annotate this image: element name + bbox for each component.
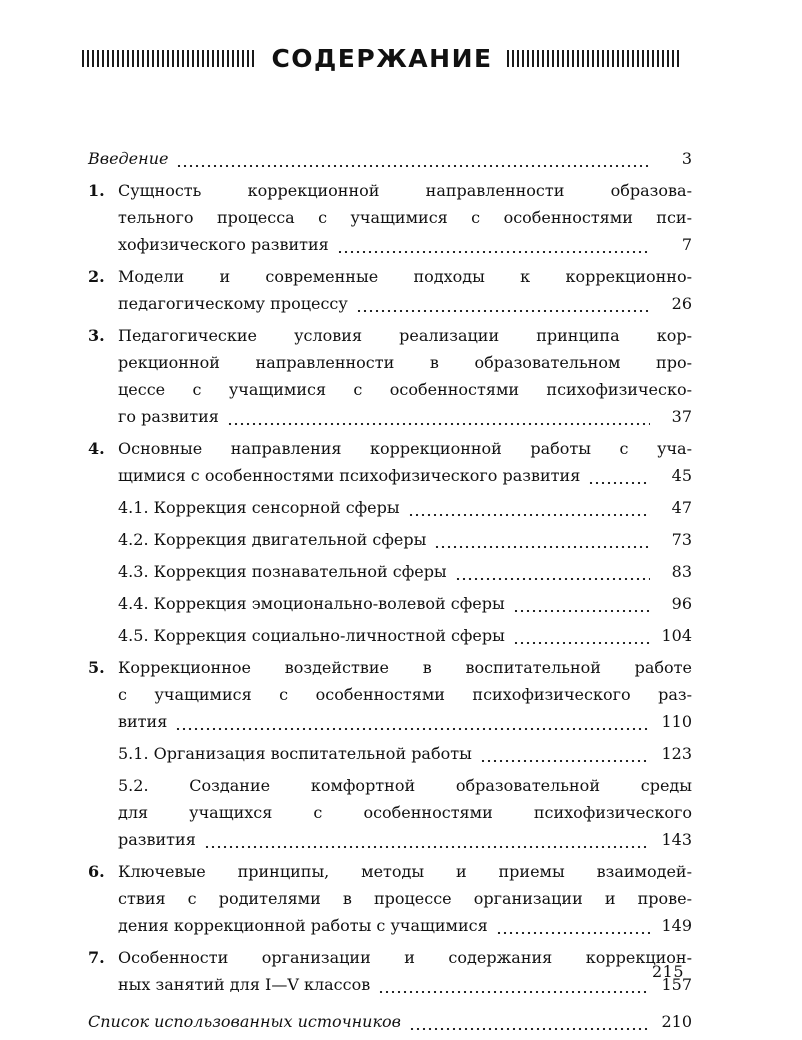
toc-entry-text-line: ствия с родителями в процессе организации и прове- xyxy=(118,889,692,908)
toc-entry-title: развития xyxy=(118,830,196,849)
dot-leader xyxy=(378,991,650,993)
toc-entry[interactable] xyxy=(82,1008,692,1035)
toc-entry[interactable] xyxy=(82,263,692,317)
toc-entry-page: 26 xyxy=(671,294,692,313)
toc-entry-title: 4.1. Коррекция сенсорной сферы xyxy=(118,498,400,517)
toc-entry-final-line xyxy=(118,971,692,998)
toc-entry-page: 157 xyxy=(661,975,692,994)
toc-entry-final-line xyxy=(118,403,692,430)
toc-entry-title: вития xyxy=(118,712,168,731)
toc-entry[interactable] xyxy=(82,944,692,998)
toc-entry-text-line: Коррекционное воздействие в воспитательной работе xyxy=(118,658,692,677)
toc-entry-final-line xyxy=(118,290,692,317)
dot-leader xyxy=(175,728,650,730)
toc-entry[interactable] xyxy=(82,590,692,617)
toc-entry-title: хофизического развития xyxy=(118,235,329,254)
dot-leader xyxy=(480,760,650,762)
header-hatch-right xyxy=(507,50,682,67)
dot-leader xyxy=(455,578,650,580)
toc-entry-text-line: Сущность коррекционной направленности образова- xyxy=(118,181,692,200)
toc-entry[interactable] xyxy=(82,526,692,553)
toc-entry-number: 7. xyxy=(88,948,105,967)
dot-leader xyxy=(176,165,650,167)
toc-entry-final-line xyxy=(88,1008,692,1035)
toc-entry-text-line: цессе с учащимися с особенностями психофизическо- xyxy=(118,380,692,399)
toc-entry-final-line xyxy=(118,558,692,585)
toc-entry-final-line xyxy=(118,912,692,939)
toc-entry-final-line xyxy=(118,494,692,521)
toc-entry-number: 3. xyxy=(88,326,105,345)
toc-entry-title: 4.4. Коррекция эмоционально-волевой сферы xyxy=(118,594,505,613)
toc-entry-title: 4.3. Коррекция познавательной сферы xyxy=(118,562,447,581)
dot-leader xyxy=(356,310,650,312)
toc-entry-title: Введение xyxy=(88,149,169,168)
toc-entry-title: 4.2. Коррекция двигательной сферы xyxy=(118,530,427,549)
dot-leader xyxy=(496,932,650,934)
toc-entry-text-line: Ключевые принципы, методы и приемы взаимодей- xyxy=(118,862,692,881)
toc-entry-page: 123 xyxy=(661,744,692,763)
dot-leader xyxy=(204,846,650,848)
dot-leader xyxy=(227,423,650,425)
toc-entry[interactable] xyxy=(82,435,692,489)
toc-entry-page: 37 xyxy=(671,407,692,426)
table-of-contents xyxy=(82,145,692,1040)
toc-entry-final-line xyxy=(118,231,692,258)
toc-entry-page: 3 xyxy=(681,149,692,168)
toc-entry-final-line xyxy=(88,145,692,172)
page-number: 215 xyxy=(651,962,684,981)
toc-entry-text-line: Педагогические условия реализации принципа кор- xyxy=(118,326,692,345)
toc-entry-page: 149 xyxy=(661,916,692,935)
toc-entry-title: дения коррекционной работы с учащимися xyxy=(118,916,488,935)
toc-entry[interactable] xyxy=(82,558,692,585)
toc-entry-page: 7 xyxy=(681,235,692,254)
toc-entry-final-line xyxy=(118,740,692,767)
page-title: СОДЕРЖАНИЕ xyxy=(271,43,493,73)
toc-entry-final-line xyxy=(118,708,692,735)
header-hatch-left xyxy=(82,50,257,67)
toc-entry-page: 45 xyxy=(671,466,692,485)
toc-entry-final-line xyxy=(118,590,692,617)
toc-entry-title: 5.1. Организация воспитательной работы xyxy=(118,744,472,763)
toc-entry-final-line xyxy=(118,622,692,649)
dot-leader xyxy=(513,610,650,612)
toc-entry-text-line: 5.2. Создание комфортной образовательной среды xyxy=(118,776,692,795)
toc-entry-page: 83 xyxy=(671,562,692,581)
toc-entry[interactable] xyxy=(82,858,692,939)
toc-entry-title: Список использованных источников xyxy=(88,1012,401,1031)
toc-entry-title: 4.5. Коррекция социально-личностной сферы xyxy=(118,626,505,645)
toc-entry-text-line: для учащихся с особенностями психофизического xyxy=(118,803,692,822)
contents-header xyxy=(82,40,682,76)
toc-entry[interactable] xyxy=(82,622,692,649)
toc-entry-text-line: Модели и современные подходы к коррекционно- xyxy=(118,267,692,286)
toc-entry[interactable] xyxy=(82,494,692,521)
toc-entry-number: 1. xyxy=(88,181,105,200)
toc-entry-page: 210 xyxy=(661,1012,692,1031)
toc-entry-number: 4. xyxy=(88,439,105,458)
toc-entry-final-line xyxy=(118,526,692,553)
toc-entry[interactable] xyxy=(82,177,692,258)
toc-entry-title: педагогическому процессу xyxy=(118,294,348,313)
toc-entry-final-line xyxy=(118,826,692,853)
toc-entry-title: щимися с особенностями психофизического развития xyxy=(118,466,581,485)
toc-entry-number: 2. xyxy=(88,267,105,286)
toc-entry-page: 143 xyxy=(661,830,692,849)
toc-entry-text-line: рекционной направленности в образовательном про- xyxy=(118,353,692,372)
toc-entry-text-line: Особенности организации и содержания коррекцион- xyxy=(118,948,692,967)
dot-leader xyxy=(588,482,650,484)
toc-entry[interactable] xyxy=(82,322,692,430)
toc-entry-page: 110 xyxy=(661,712,692,731)
toc-entry-title: го развития xyxy=(118,407,219,426)
toc-entry-title: ных занятий для I—V классов xyxy=(118,975,371,994)
dot-leader xyxy=(408,514,650,516)
toc-entry[interactable] xyxy=(82,772,692,853)
toc-entry-number: 6. xyxy=(88,862,105,881)
toc-entry-number: 5. xyxy=(88,658,105,677)
toc-entry-text-line: Основные направления коррекционной работы с уча- xyxy=(118,439,692,458)
toc-entry-page: 73 xyxy=(671,530,692,549)
toc-entry-text-line: тельного процесса с учащимися с особенностями пси- xyxy=(118,208,692,227)
toc-entry-page: 104 xyxy=(661,626,692,645)
toc-entry[interactable] xyxy=(82,654,692,735)
toc-entry-page: 47 xyxy=(671,498,692,517)
toc-entry-text-line: с учащимися с особенностями психофизического раз- xyxy=(118,685,692,704)
dot-leader xyxy=(513,642,650,644)
toc-entry[interactable] xyxy=(82,145,692,172)
dot-leader xyxy=(337,251,650,253)
dot-leader xyxy=(409,1028,650,1030)
toc-entry-page: 96 xyxy=(671,594,692,613)
toc-entry-final-line xyxy=(118,462,692,489)
dot-leader xyxy=(434,546,650,548)
toc-entry[interactable] xyxy=(82,740,692,767)
